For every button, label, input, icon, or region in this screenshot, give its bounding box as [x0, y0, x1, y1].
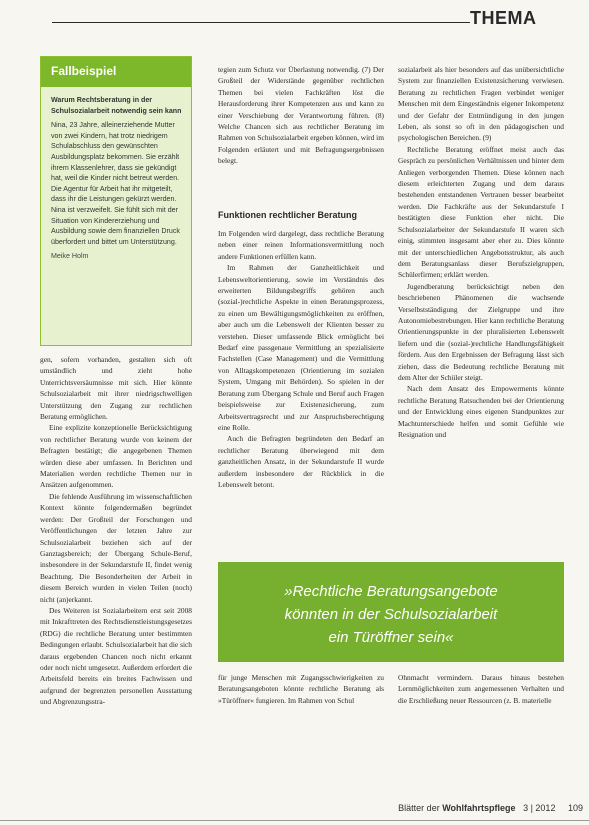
column-middle-bottom	[218, 672, 384, 796]
box-author: Meike Holm	[51, 252, 89, 261]
page-number: 109	[567, 803, 583, 813]
paragraph: Jugendberatung berücksichtigt neben den beschriebenen Phänomenen die wachsende Verselbstständigung der Zielgruppe und ihre Autonomiebestrebungen. Hier kann rechtliche Beratung Orientierungspunkte in der pluralisierten Lebenswelt liefern und die (sozial-)rechtliche Handlungsfähigkeit fördern. Aus den Ergebnissen der Befragung lässt sich ziehen, dass die Bedeutung rechtliche Beratung mit dem Alter der Schüler steigt.	[398, 281, 564, 382]
pull-quote	[218, 562, 564, 662]
paragraph: Eine explizite konzeptionelle Berücksichtigung von rechtlicher Beratung wurde von keinem der Befragten bestätigt; die angegebenen Themen würden diese aber umfassen. In Berichten und Materialien werden rechtliche Themen nur in Ansätzen aufgenommen.	[40, 423, 192, 490]
quote-line: könnten in der Schulsozialarbeit	[284, 606, 498, 623]
column-middle-top	[218, 64, 384, 204]
box-heading: Warum Rechtsberatung in der Schulsozialarbeit notwendig sein kann	[51, 96, 182, 115]
paragraph: Auch die Befragten begründeten den Bedarf an rechtlicher Beratung überwiegend mit dem ganzheitlichen Ansatz, in der Sekundarstufe II wurde außerdem insbesondere der Rückblick in die Lebenswelt betont.	[218, 434, 384, 489]
paragraph: gen, sofern vorhanden, gestalten sich oft umständlich und zieht hohe Unterrichtsversäumnisse mit sich. Hier könnte Schulsozialarbeit mit ihrer niedrigschwelligen Unterstützung den Zugang zur rechtlichen Beratung ermöglichen.	[40, 355, 192, 422]
box-title: Fallbeispiel	[41, 57, 191, 87]
quote-line: ein Türöffner sein«	[328, 629, 454, 646]
column-right-bottom	[398, 672, 564, 796]
section-heading: Funktionen rechtlicher Beratung	[218, 210, 358, 220]
issue-number: 3 | 2012	[523, 803, 556, 813]
paragraph: Nach dem Ansatz des Empowerments könnte rechtliche Beratung Ratsuchenden bei der Orientierung und der Entwicklung eines eigenen Standpunktes zur Machtunterschiede helfen und somit Gefühle wie Resignation und	[398, 384, 564, 439]
column-left	[40, 354, 192, 798]
paragraph: für junge Menschen mit Zugangsschwierigkeiten zu Beratungsangeboten könnte rechtliche Beratung als »Türöffner« fungieren. Im Rahmen von Schul	[218, 673, 384, 705]
box-body	[51, 95, 183, 262]
quote-line: »Rechtliche Beratungsangebote	[284, 583, 498, 600]
paragraph: Des Weiteren ist Sozialarbeitern erst seit 2008 mit Inkrafttreten des Rechtsdienstleistungsgesetzes (RDG) die rechtliche Beratung unter bestimmten Bedingungen erlaubt. Schulsozialarbeit hat die sich daraus ergebenden Chancen noch nicht erkannt oder noch nicht umgesetzt. Außerdem erfordert die Arbeitsfeld bereits ein breites Fachwissen und aufgrund der begrenzten personellen Ausstattung und Abgrenzungsstra-	[40, 605, 192, 707]
column-right	[398, 64, 564, 552]
paragraph: Im Rahmen der Ganzheitlichkeit und Lebensweltorientierung, sowie im Verständnis des erweiterten Bildungsbegriffs gehören auch (sozial-)rechtliche Aspekte in einen Beratungsprozess, zu einen um Bewältigungsmöglichkeiten zu eröffnen, aber auch um die Lebenswelt der Klienten besser zu verstehen. Dieser umfassende Blick ermöglicht bei Bedarf eine passgenaue Vermittlung an spezialisierte Fachstellen (Case Management) und die Vermittlung von Alltagskompetenzen (Orientierung im sozialen System, Umgang mit Behörden). So spielen in der Beratung zum Übergang Schule und Beruf auch Fragen beispielsweise zur Existenzsicherung, zum Arbeitsvertragsrecht und zur Anspruchsberechtigung eine Rolle.	[218, 263, 384, 432]
paragraph: Rechtliche Beratung eröffnet meist auch das Gespräch zu persönlichen Verhältnissen und hinter dem Anliegen verborgenden Themen. Diese können nach diesem erleichterten Zugang und dem daraus bestehenden entstandenen Vertrauen besser bearbeitet werden. Die Fachkräfte aus der Sekundarstufe I bestätigten diese Funktion eher nicht. Die Schulsozialarbeiter der Sekundarstufe II waren sich einig, stimmten insgesamt aber eher zu. Dies könnte mit der unterschiedlichen Angebotsstruktur, als auch dem Beratungsanlass dieser Berufszielgruppen, Schülerfirmen; erklärt werden.	[398, 144, 564, 280]
box-text: Nina, 23 Jahre, alleinerziehende Mutter von zwei Kindern, hat trotz niedrigem Schulabschluss den gewünschten Ausbildungsplatz bekommen. Sie erzählt ihrem Klassenlehrer, dass sie gekündigt hat, weil die Kinder nicht betreut werden. Die Agentur für Arbeit hat ihr mitgeteilt, dass ihr die Leistungen gekürzt werden. Nina ist verzweifelt. Sie fühlt sich mit der Situation von Kindererziehung und Ausbildung sowie dem finanziellen Druck überfordert und bittet um Unterstützung.	[51, 121, 180, 246]
header-rule	[52, 22, 470, 23]
paragraph: tegien zum Schutz vor Überlastung notwendig. (7) Der Großteil der Widerstände gegenüber rechtlichen Themen bei vielen Fachkräften löst die Herausforderung ihrer Kompetenzen aus und kann zu einer Verschiebung der Verantwortung führen. (8) Welche Chancen sich aus rechtlicher Beratung im Rahmen von Schulsozialarbeit ergeben können, wird im Folgenden erläutert und mit Befragungsergebnissen belegt.	[218, 65, 384, 166]
column-middle	[218, 228, 384, 552]
section-label: THEMA	[470, 8, 537, 28]
case-example-box	[40, 56, 192, 346]
paragraph: Im Folgenden wird dargelegt, dass rechtliche Beratung neben einer reinen Informationsvermittlung noch andere Funktionen erfüllen kann.	[218, 229, 384, 261]
page-footer	[333, 803, 583, 813]
paragraph: sozialarbeit als hier besonders auf das unübersichtliche System zur finanziellen Existenzsicherung verwiesen. Beratung zu rechtlichen Fragen verbindet weniger Menschen mit dem Eingeständnis eigener Inkompetenz und der Gefahr der Entmündigung in den jungen Leben, als sonst so oft in den pädagogischen und psychologischen Bereichen. (9)	[398, 65, 564, 143]
paragraph: Die fehlende Ausführung im wissenschaftlichen Kontext könnte folgendermaßen begründet werden: Der Großteil der Forschungen und Veröffentlichungen der letzten Jahre zur Schulsozialarbeit beziehen sich auf der Ganztagsbereich; der Übergang Schule-Beruf, insbesondere in der Sekundarstufe II, findet wenig Beachtung. Die Besonderheiten der Arbeit in diesem Bereich wurden in vielen Teilen (noch) nicht (an)erkannt.	[40, 491, 192, 604]
journal-name: Wohlfahrtspflege	[442, 803, 516, 813]
paragraph: Ohnmacht vermindern. Daraus hinaus bestehen Lernmöglichkeiten zum angemessenen Verhalten und die Erschließung neuer Ressourcen (z. B. materielle	[398, 673, 564, 705]
journal-name-prefix: Blätter der	[398, 803, 440, 813]
footer-rule	[0, 820, 589, 821]
